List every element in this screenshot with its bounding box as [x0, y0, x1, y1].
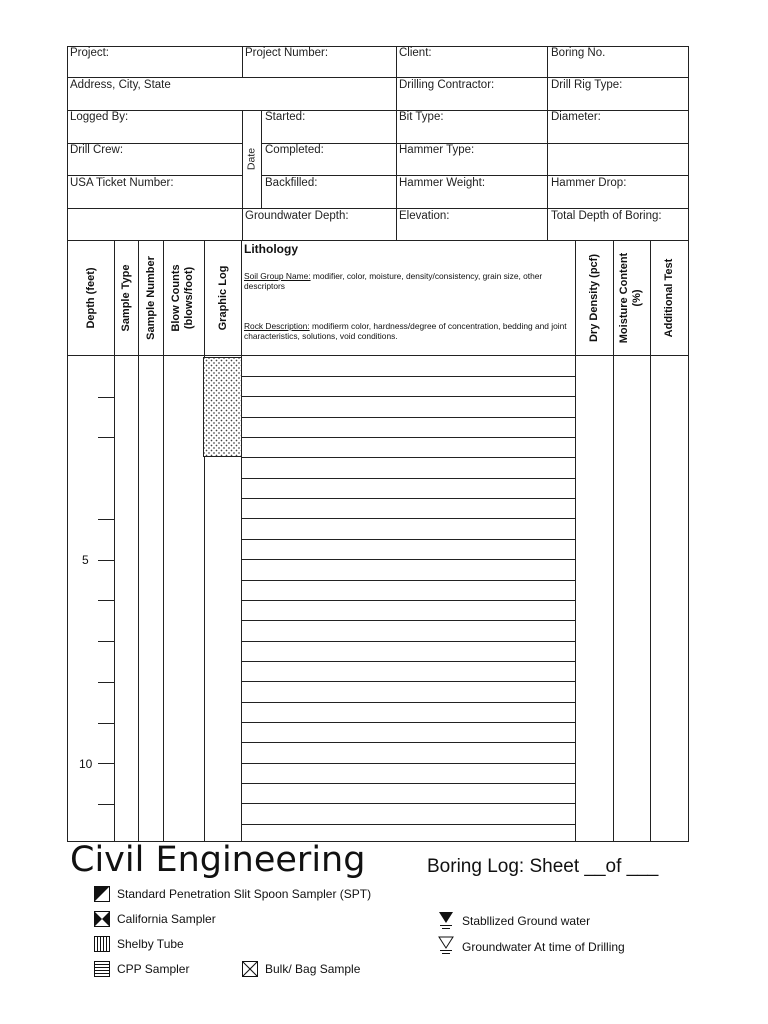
lithology-rule-line — [242, 722, 575, 723]
col-divider — [650, 240, 651, 842]
depth-tick — [98, 804, 115, 805]
lithology-rule-line — [242, 437, 575, 438]
drill-rig-type-label: Drill Rig Type: — [551, 79, 623, 91]
row-divider — [261, 175, 689, 176]
date-label: Date — [245, 147, 258, 171]
lithology-rule-line — [242, 580, 575, 581]
hammer-type-label: Hammer Type: — [399, 144, 475, 156]
lithology-title: Lithology — [244, 242, 298, 256]
lithology-rule-line — [242, 742, 575, 743]
additional-test-column-header: Additional Test — [663, 258, 675, 338]
groundwater-depth-label: Groundwater Depth: — [245, 210, 349, 222]
sample-type-column-header: Sample Type — [120, 264, 132, 332]
legend-spt: Standard Penetration Slit Spoon Sampler (SPT) — [117, 887, 372, 901]
bulk-bag-sample-icon — [242, 961, 258, 977]
shelby-tube-icon — [94, 936, 110, 952]
blow-counts-column-header — [170, 264, 196, 331]
col-divider — [261, 110, 262, 208]
sheet-number: Boring Log: Sheet __of ___ — [427, 856, 659, 877]
address-label: Address, City, State — [70, 79, 171, 91]
lithology-rule-line — [242, 661, 575, 662]
legend-shelby: Shelby Tube — [117, 937, 184, 951]
lithology-rule-line — [242, 824, 575, 825]
drilling-contractor-label: Drilling Contractor: — [399, 79, 495, 91]
legend-cpp: CPP Sampler — [117, 962, 190, 976]
california-sampler-icon — [94, 911, 110, 927]
depth-tick — [98, 641, 115, 642]
depth-tick — [98, 682, 115, 683]
completed-label: Completed: — [265, 144, 324, 156]
lithology-rule-line — [242, 702, 575, 703]
rock-description-label: Rock Description: — [244, 321, 310, 331]
drill-crew-label: Drill Crew: — [70, 144, 124, 156]
moisture-content-column-header — [618, 253, 644, 343]
lithology-rule-line — [242, 620, 575, 621]
depth-tick — [98, 397, 115, 398]
col-divider — [547, 46, 548, 241]
hammer-drop-label: Hammer Drop: — [551, 177, 627, 189]
col-divider — [163, 240, 164, 842]
lithology-rule-line — [242, 376, 575, 377]
col-divider — [242, 110, 243, 241]
legend-groundwater-drilling: Groundwater At time of Drilling — [462, 940, 625, 954]
lithology-rule-line — [242, 478, 575, 479]
depth-tick — [98, 600, 115, 601]
started-label: Started: — [265, 111, 306, 123]
elevation-label: Elevation: — [399, 210, 450, 222]
depth-column-header: Depth (feet) — [85, 267, 97, 329]
total-depth-label: Total Depth of Boring: — [551, 210, 662, 222]
graphic-log-pattern — [203, 357, 242, 457]
row-divider — [67, 175, 242, 176]
lithology-rule-line — [242, 783, 575, 784]
moisture-line-2: (%) — [631, 289, 643, 307]
column-header-bottom — [67, 355, 689, 356]
blow-counts-line-1: Blow Counts — [170, 264, 182, 332]
right-border — [688, 46, 689, 842]
row-divider — [261, 143, 689, 144]
col-divider — [242, 46, 243, 78]
col-divider — [138, 240, 139, 842]
col-divider — [241, 240, 242, 842]
depth-tick — [98, 560, 115, 561]
col-divider — [204, 240, 205, 842]
legend-california: California Sampler — [117, 912, 216, 926]
lithology-rule-line — [242, 518, 575, 519]
logged-by-label: Logged By: — [70, 111, 129, 123]
stabilized-groundwater-icon — [437, 911, 455, 931]
blow-counts-line-2: (blows/foot) — [183, 266, 195, 330]
col-divider — [114, 240, 115, 842]
row-divider — [67, 208, 689, 209]
lithology-rule-line — [242, 539, 575, 540]
project-label: Project: — [70, 47, 109, 59]
depth-label-10: 10 — [79, 757, 93, 771]
spt-icon — [94, 886, 110, 902]
legend-bulk: Bulk/ Bag Sample — [265, 962, 361, 976]
lithology-rule-line — [242, 600, 575, 601]
lithology-rule-line — [242, 396, 575, 397]
graphic-log-column-header: Graphic Log — [217, 265, 229, 331]
depth-tick — [98, 437, 115, 438]
rock-description — [244, 321, 572, 341]
soil-group-text: modifier, color, moisture, density/consistency, grain size, other descriptors — [244, 271, 543, 291]
col-divider — [396, 46, 397, 241]
bit-type-label: Bit Type: — [399, 111, 444, 123]
depth-tick — [98, 723, 115, 724]
depth-tick — [98, 519, 115, 520]
dry-density-column-header: Dry Density (pcf) — [588, 253, 600, 343]
cpp-sampler-icon — [94, 961, 110, 977]
groundwater-drilling-icon — [437, 936, 455, 956]
lithology-rule-line — [242, 559, 575, 560]
lithology-rule-line — [242, 681, 575, 682]
left-border — [67, 46, 68, 842]
depth-label-5: 5 — [82, 553, 89, 567]
sample-number-column-header: Sample Number — [145, 256, 157, 340]
backfilled-label: Backfilled: — [265, 177, 318, 189]
soil-group-description — [244, 271, 572, 291]
client-label: Client: — [399, 47, 432, 59]
hammer-weight-label: Hammer Weight: — [399, 177, 486, 189]
row-divider — [67, 240, 689, 241]
col-divider — [575, 240, 576, 842]
boring-no-label: Boring No. — [551, 47, 606, 59]
lithology-rule-line — [242, 803, 575, 804]
lithology-rule-line — [242, 498, 575, 499]
legend-stabilized: Stabllized Ground water — [462, 914, 591, 928]
usa-ticket-label: USA Ticket Number: — [70, 177, 174, 189]
brand-title: Civil Engineering — [70, 840, 366, 880]
depth-tick — [98, 763, 115, 764]
col-divider — [613, 240, 614, 842]
lithology-rule-line — [242, 641, 575, 642]
lithology-rule-line — [242, 417, 575, 418]
moisture-line-1: Moisture Content — [618, 252, 630, 344]
rock-description-text: modifierm color, hardness/degree of concentration, bedding and joint characteristics, solutions, void conditions. — [244, 321, 567, 341]
lithology-rule-line — [242, 763, 575, 764]
lithology-rule-line — [242, 457, 575, 458]
project-number-label: Project Number: — [245, 47, 329, 59]
diameter-label: Diameter: — [551, 111, 601, 123]
row-divider — [67, 77, 689, 78]
soil-group-label: Soil Group Name: — [244, 271, 311, 281]
